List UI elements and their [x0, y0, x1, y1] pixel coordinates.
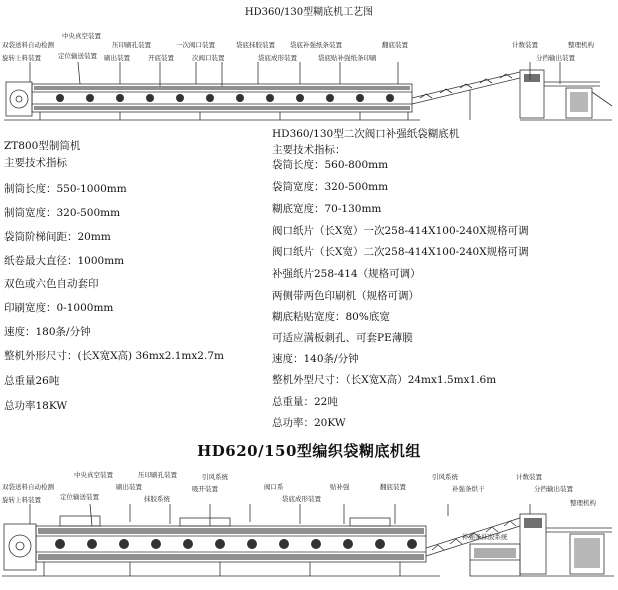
label-air-system-2: 引风系统 — [432, 473, 458, 481]
left-spec-item: 制筒宽度：320-500mm — [4, 207, 121, 219]
left-spec-item: 整机外形尺寸：(长X宽X高) 36mx2.1mx2.7m — [4, 350, 224, 362]
left-spec-item: 总重量26吨 — [4, 375, 60, 387]
right-spec-item: 糊底粘贴宽度：80%底宽 — [272, 311, 390, 323]
right-spec-item: 阀口纸片（长X宽）一次258-414X100-240X规格可调 — [272, 225, 529, 237]
right-spec-item: 两侧带两色印刷机（规格可调） — [272, 290, 419, 302]
right-spec-item: 速度：140条/分钟 — [272, 353, 359, 365]
label-center-vacuum: 中央真空装置 — [62, 32, 101, 40]
label-counter: 计数装置 — [512, 41, 538, 49]
right-spec-item: 整机外型尺寸：（长X宽X高）24mx1.5mx1.6m — [272, 374, 497, 386]
label-brush-out: 刷出装置 — [116, 483, 142, 491]
label-dryer: 补强条烘干 — [452, 485, 485, 493]
left-spec-item: 纸卷最大直径：1000mm — [4, 255, 125, 267]
left-spec-item: 总功率18KW — [4, 400, 68, 412]
label-punch-hole: 压印刷孔装置 — [138, 471, 177, 479]
left-spec-item: 印刷宽度：0-1000mm — [4, 302, 114, 314]
right-spec-item: 可适应满板刺孔、可套PE薄膜 — [272, 332, 413, 344]
left-spec-item: 双色或六色自动套印 — [4, 278, 99, 290]
label-finish-mech: 整理机构 — [568, 41, 594, 49]
right-spec-subtitle: 主要技术指标： — [272, 144, 346, 156]
right-spec-item: 袋筒长度：560-800mm — [272, 159, 389, 171]
label-positioning-feed: 定位输送装置 — [58, 52, 97, 60]
label-rotary-feed: 旋转上料装置 — [2, 496, 41, 504]
label-bag-patch: 袋底补强纸条装置 — [290, 41, 342, 49]
right-spec-item: 总重量：22吨 — [272, 396, 338, 408]
label-split-output: 分挡输出装置 — [536, 54, 575, 62]
left-spec-item: 速度：180条/分钟 — [4, 326, 91, 338]
bottom-machine-drawing — [0, 504, 618, 588]
left-spec-item: 袋筒阶梯间距：20mm — [4, 231, 111, 243]
label-rotary-feed: 旋转上料装置 — [2, 54, 41, 62]
right-spec-item: 补强纸片258-414（规格可调） — [272, 268, 421, 280]
label-bag-form: 袋底成形装置 — [282, 495, 321, 503]
left-spec-item: 制筒长度：550-1000mm — [4, 183, 127, 195]
label-center-vacuum: 中央真空装置 — [74, 471, 113, 479]
label-flip-bottom: 翻底装置 — [382, 41, 408, 49]
right-spec-item: 总功率：20KW — [272, 417, 346, 429]
bottom-diagram-title: HD620/150型编织袋糊底机组 — [197, 442, 421, 460]
right-spec-item: 袋筒宽度：320-500mm — [272, 181, 389, 193]
label-positioning-feed: 定位输送装置 — [60, 493, 99, 501]
right-spec-item: 阀口纸片（长X宽）二次258-414X100-240X规格可调 — [272, 246, 529, 258]
label-open-bottom: 开底装置 — [148, 54, 174, 62]
label-finish-mech: 整理机构 — [570, 499, 596, 507]
label-glue-system: 抹胶系统 — [144, 495, 170, 503]
label-open-device: 吸开装置 — [192, 485, 218, 493]
right-spec-item: 糊底宽度：70-130mm — [272, 203, 382, 215]
label-brush-out: 刷出装置 — [104, 54, 130, 62]
label-bag-form: 袋底成形装置 — [258, 54, 297, 62]
label-valve: 阀口系 — [264, 483, 284, 491]
top-diagram-title: HD360/130型糊底机工艺图 — [244, 7, 374, 18]
label-bag-glue: 袋底抹胶装置 — [236, 41, 275, 49]
label-flip-bottom: 翻底装置 — [380, 483, 406, 491]
label-double-bag-feed: 双袋送料自动检测 — [2, 483, 54, 491]
left-spec-title: ZT800型制筒机 — [4, 140, 81, 152]
label-double-bag-feed: 双袋送料自动检测 — [2, 41, 54, 49]
label-split-output: 分挡输出装置 — [534, 485, 573, 493]
left-spec-subtitle: 主要技术指标 — [4, 157, 67, 169]
label-air-system-1: 引风系统 — [202, 473, 228, 481]
label-patch: 贴补强 — [330, 483, 350, 491]
right-spec-title: HD360/130型二次阀口补强纸袋糊底机 — [272, 128, 460, 140]
label-valve-1: 一次阀口装置 — [176, 41, 215, 49]
label-counter: 计数装置 — [516, 473, 542, 481]
label-valve-2: 次阀口装置 — [192, 54, 225, 62]
label-punch-hole: 压印刷孔装置 — [112, 41, 151, 49]
label-patch-glue: 补强条抹胶系统 — [462, 533, 508, 541]
label-patch-paste: 袋底贴补强纸条印刷 — [318, 54, 377, 62]
top-machine-drawing — [0, 62, 618, 124]
